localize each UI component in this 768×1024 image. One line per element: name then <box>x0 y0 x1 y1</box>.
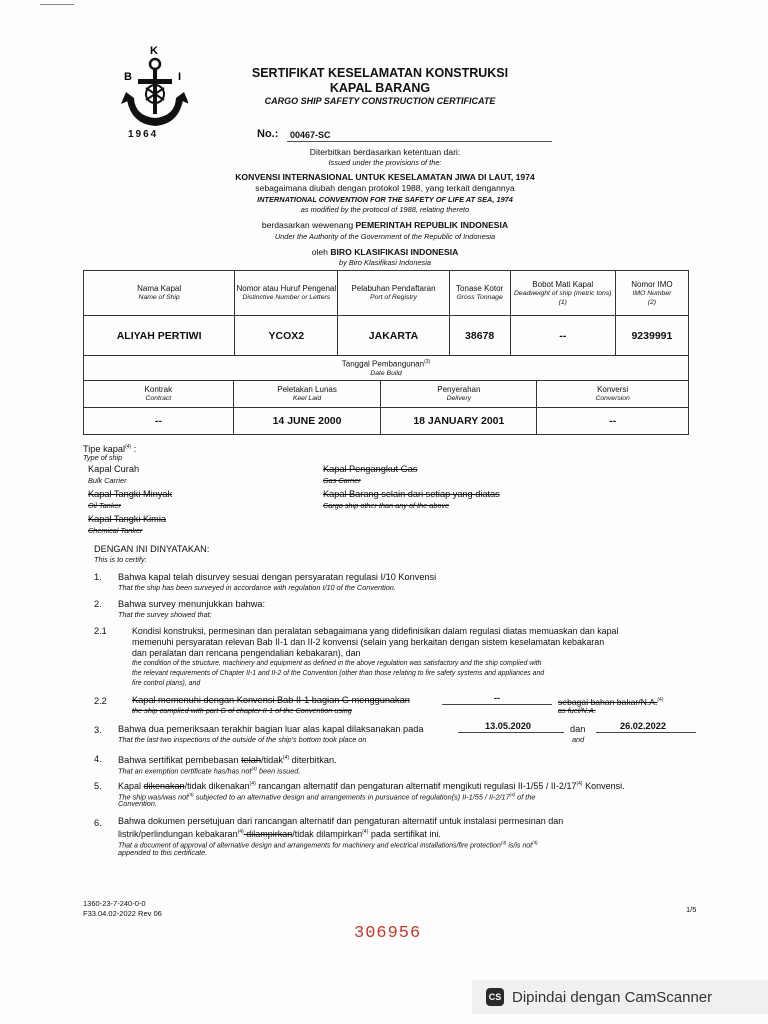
item4-text: Bahwa sertifikat pembebasan telah/tidak$^{(4)}$ diterbitkan. <box>118 755 337 766</box>
ship-type-bulk-carrier-en: Bulk Carrier <box>88 476 127 485</box>
issued-id: Diterbitkan berdasarkan ketentuan dari: <box>309 147 461 157</box>
item2-number: 2. <box>94 599 102 609</box>
ship-particulars-table <box>83 270 689 356</box>
item3-date2-line <box>596 732 696 733</box>
port-of-registry: JAKARTA <box>338 316 449 356</box>
item1-text-en: That the ship has been surveyed in accordance with regulation I/10 of the Convention. <box>118 583 396 592</box>
item3-text-en: That the last two inspections of the outside of the ship's bottom took place on <box>118 735 367 744</box>
distinctive-number: YCOX2 <box>235 316 338 356</box>
title-id-line1: SERTIFIKAT KESELAMATAN KONSTRUKSI <box>251 66 509 80</box>
header-port-of-registry: Pelabuhan Pendaftaran Port of Registry <box>338 271 449 316</box>
item1-text: Bahwa kapal telah disurvey sesuai dengan persyaratan regulasi I/10 Konvensi <box>118 572 437 582</box>
authority-en: Under the Authority of the Government of the Republic of Indonesia <box>274 232 496 241</box>
camscanner-icon: CS <box>486 988 504 1006</box>
logo-year: 1964 <box>128 129 159 140</box>
certificate-number: 00467-SC <box>290 130 331 140</box>
serial-number: 306956 <box>354 924 422 943</box>
gross-tonnage: 38678 <box>449 316 510 356</box>
authority-prefix: berdasarkan wewenang <box>261 220 356 230</box>
footer-code2: F33.04.02-2022 Rev 06 <box>83 909 162 918</box>
keel-laid-date: 14 JUNE 2000 <box>233 408 381 435</box>
item2-text: Bahwa survey menunjukkan bahwa: <box>118 599 266 609</box>
logo-letter-b: B <box>124 71 132 83</box>
item22-blank-line <box>442 704 552 705</box>
by-en: by Biro Klasifikasi Indonesia <box>338 258 432 267</box>
item3-date1-line <box>458 732 564 733</box>
imo-number: 9239991 <box>615 316 688 356</box>
ship-type-label-en: Type of ship <box>83 453 123 462</box>
ship-name: ALIYAH PERTIWI <box>84 316 235 356</box>
convention-en: INTERNATIONAL CONVENTION FOR THE SAFETY OF LIFE AT SEA, 1974 <box>257 195 513 204</box>
item6-line1: Bahwa dokumen persetujuan dari rancangan alternatif dan pengaturan alternatif untuk instalasi permesinan dan <box>118 816 564 826</box>
item21-en-line3: fire control plans), and <box>132 680 201 687</box>
page-number: 1/5 <box>686 905 697 914</box>
header-imo-number: Nomor IMO IMO Number (2) <box>615 271 688 316</box>
ship-type-gas-carrier: Kapal Pengangkut Gas <box>323 464 418 474</box>
ship-type-chemical-tanker-en: Chemical Tanker <box>88 526 143 535</box>
item21-line1: Kondisi konstruksi, permesinan dan peralatan sebagaimana yang didefinisikan dalam regulasi diatas memuaskan dan kapal <box>132 626 619 636</box>
ship-type-gas-carrier-en: Gas Carrier <box>323 476 361 485</box>
item5-number: 5. <box>94 781 102 791</box>
header-deadweight: Bobot Mati Kapal Deadweight of ship (metric tons) (1) <box>510 271 615 316</box>
header-distinctive-number: Nomor atau Huruf Pengenal Distinctive Number or Letters <box>235 271 338 316</box>
issued-en: Issued under the provisions of the: <box>328 158 442 167</box>
title-id-line2: KAPAL BARANG <box>329 81 431 95</box>
ship-type-label: Tipe kapal$^{(4)}$ : <box>83 444 137 455</box>
certify-heading: DENGAN INI DINYATAKAN: <box>94 544 210 554</box>
date-build-title: Tanggal Pembangunan$^{(3)}$ Date Build <box>84 356 689 381</box>
header-keel-laid: Peletakan Lunas Keel Laid <box>233 381 381 408</box>
by-prefix: oleh <box>311 247 331 257</box>
deadweight: -- <box>510 316 615 356</box>
item2-text-en: That the survey showed that: <box>118 610 212 619</box>
item21-line3: dan peralatan dan rencana pengendalian kebakaran), dan <box>132 648 361 658</box>
ship-type-bulk-carrier: Kapal Curah <box>88 464 140 474</box>
item21-en-line1: the condition of the structure, machinery and equipment as defined in the above regulation was satisfactory and the ship complied with <box>132 660 542 667</box>
by-name: BIRO KLASIFIKASI INDONESIA <box>330 247 459 257</box>
item21-line2: memenuhi persyaratan relevan Bab II-1 dan II-2 konvensi (selain yang berkaitan dengan sistem keselamatan kebakaran <box>132 637 605 647</box>
ship-type-other-cargo-en: Cargo ship other than any of the above <box>323 501 450 510</box>
item3-and-en: and <box>572 735 585 744</box>
authority-id <box>160 220 610 230</box>
logo-letter-i: I <box>178 71 182 83</box>
header-conversion: Konversi Conversion <box>537 381 689 408</box>
convention-id: KONVENSI INTERNASIONAL UNTUK KESELAMATAN JIWA DI LAUT, 1974 <box>235 172 535 182</box>
convention-protocol-en: as modified by the protocol of 1988, relating thereto <box>300 205 470 214</box>
item3-text: Bahwa dua pemeriksaan terakhir bagian luar alas kapal dilaksanakan pada <box>118 724 424 734</box>
item21-en-line2: the relevant requirements of Chapter II-1 and II-2 of the Convention (other than those relating to fire safety systems and appliances and <box>132 670 545 677</box>
item5-text-en2: Convention. <box>118 799 157 808</box>
item6-en-line2: appended to this certificate. <box>118 848 208 857</box>
item22-text-en: the ship complied with part G of chapter II-1 of the Convention using <box>132 706 352 715</box>
scan-mark <box>40 4 74 5</box>
header-gross-tonnage: Tonase Kotor Gross Tonnage <box>449 271 510 316</box>
item6-en-line1: That a document of approval of alternative design and arrangements for machinery and electrical installations/fire protection$^{(4)}$ is/is not$^{(4)}$ <box>118 840 538 850</box>
authority-name: PEMERINTAH REPUBLIK INDONESIA <box>355 220 509 230</box>
item3-date1: 13.05.2020 <box>485 721 531 731</box>
ship-type-oil-tanker-en: Oil Tanker <box>88 501 121 510</box>
item1-number: 1. <box>94 572 102 582</box>
item22-text: Kapal memenuhi dengan Konvensi Bab II-1 bagian G menggunakan <box>132 695 410 705</box>
ship-type-chemical-tanker: Kapal Tangki Kimia <box>88 514 166 524</box>
date-build-title-row <box>84 356 689 381</box>
certificate-number-label: No.: <box>257 128 279 140</box>
by-id <box>160 247 610 257</box>
conversion-date: -- <box>537 408 689 435</box>
camscanner-watermark <box>472 980 768 1014</box>
camscanner-text: Dipindai dengan CamScanner <box>512 988 713 1006</box>
item5-text: Kapal dikenakan/tidak dikenakan$^{(4)}$ rancangan alternatif dan pengaturan alternatif mengikuti regulasi II-1/55 / II-2/17$^{(4)}$ Konvensi. <box>118 781 625 791</box>
item3-date2: 26.02.2022 <box>620 721 666 731</box>
item6-line2: listrik/perlindungan kebakaran$^{(4)}$ dilampirkan/tidak dilampirkan$^{(4)}$ pada sertifikat ini. <box>118 829 441 839</box>
header-delivery: Penyerahan Delivery <box>381 381 537 408</box>
title-en: CARGO SHIP SAFETY CONSTRUCTION CERTIFICATE <box>264 96 496 106</box>
item22-right: sebagai bahan bakar/N.A.$^{(4)}$ <box>558 696 664 707</box>
item22-blank-value: -- <box>494 693 501 703</box>
item3-number: 3. <box>94 725 102 735</box>
header-ship-name: Nama Kapal Name of Ship <box>84 271 235 316</box>
item4-number: 4. <box>94 754 102 764</box>
item3-and: dan <box>570 724 586 734</box>
date-build-value-row <box>84 408 689 435</box>
contract-date: -- <box>84 408 234 435</box>
certify-heading-en: This is to certify: <box>94 555 147 564</box>
delivery-date: 18 JANUARY 2001 <box>381 408 537 435</box>
date-build-table <box>83 355 689 435</box>
ship-type-other-cargo: Kapal Barang selain dari setiap yang diatas <box>323 489 500 499</box>
ship-table-value-row <box>84 316 689 356</box>
date-build-header-row <box>84 381 689 408</box>
logo-letter-k: K <box>150 45 158 57</box>
item22-number: 2.2 <box>94 696 107 706</box>
item5-text-en1: The ship was/was not$^{(4)}$ subjected to an alternative design and arrangements in pursuance of regulation(s) II-1/55 / II-2/17$^{(4)}$ of the <box>118 792 536 802</box>
header-contract: Kontrak Contract <box>84 381 234 408</box>
bki-logo <box>118 44 188 142</box>
ship-type-oil-tanker: Kapal Tangki Minyak <box>88 489 173 499</box>
convention-protocol-id: sebagaimana diubah dengan protokol 1988, yang terkait dengannya <box>255 183 515 193</box>
item6-number: 6. <box>94 818 102 828</box>
item21-number: 2.1 <box>94 626 107 636</box>
item22-right-en: as fuel/N.A. <box>558 706 596 715</box>
item4-text-en: That an exemption certificate has/has not$^{(4)}$ been issued. <box>118 766 301 776</box>
footer-code1: 1360-23-7-240-0-0 <box>83 899 146 908</box>
number-underline <box>287 141 552 142</box>
ship-table-header-row <box>84 271 689 316</box>
